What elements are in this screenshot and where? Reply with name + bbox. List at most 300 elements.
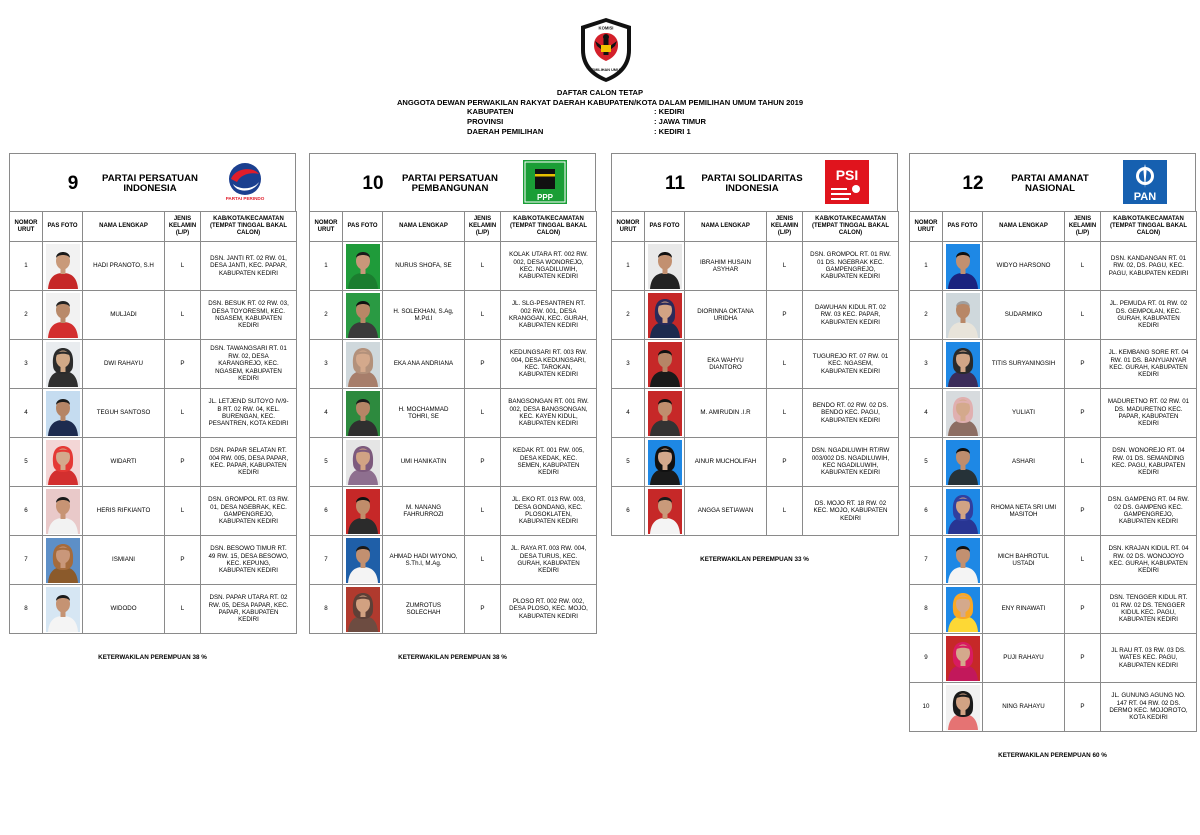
text-line: JL. RAYA RT. 003 RW. 004,	[510, 545, 587, 553]
column-header-address: KAB/KOTA/KECAMATAN (TEMPAT TINGGAL BAKAL CALON)	[803, 212, 899, 242]
text-line: 01, DESA NGEBRAK, KEC.	[210, 503, 287, 511]
candidate-photo-cell	[343, 585, 383, 634]
candidate-gender: P	[465, 438, 501, 487]
text-line: DSN. KRAJAN KIDUL RT. 04	[1108, 545, 1189, 553]
candidate-gender: P	[767, 291, 803, 340]
table-row	[910, 634, 1197, 683]
party-number: 9	[67, 173, 79, 194]
text-line: KEDIRI	[538, 469, 559, 477]
text-line: 004, DESA KEDUNGSARI,	[511, 356, 586, 364]
text-line: KEDIRI	[1138, 371, 1159, 379]
candidate-name	[685, 291, 767, 340]
text-line: BANGSONGAN RT. 001 RW.	[508, 398, 589, 406]
table-header-row	[310, 212, 597, 242]
text-line: M.Pd.I	[414, 315, 433, 322]
candidate-gender: L	[465, 291, 501, 340]
text-line: KABUPATEN KEDIRI	[519, 273, 578, 281]
candidate-number: 4	[612, 389, 645, 438]
text-line: GURAH, KABUPATEN	[517, 560, 580, 567]
candidate-photo-cell	[645, 242, 685, 291]
text-line: KABUPATEN KEDIRI	[821, 273, 880, 281]
candidate-photo-cell	[943, 585, 983, 634]
candidate-name	[383, 291, 465, 340]
text-line: URIDHA	[713, 315, 738, 322]
text-line: PAPAR, KABUPATEN	[1118, 413, 1179, 420]
candidate-name	[83, 487, 165, 536]
candidate-address	[803, 438, 899, 487]
candidate-photo	[946, 244, 980, 289]
candidate-photo	[946, 293, 980, 338]
text-line: DIANTORO	[709, 364, 742, 371]
text-line: PESANTREN, KOTA KEDIRI	[208, 420, 289, 428]
candidate-address	[1101, 389, 1197, 438]
candidate-number: 9	[910, 634, 943, 683]
text-line: TITIS SURYANINGSIH	[991, 360, 1056, 368]
column-header-name: NAMA LENGKAP	[383, 212, 465, 242]
table-row	[10, 438, 297, 487]
text-line: NGASEM, KABUPATEN	[215, 315, 282, 322]
text-line: 147 RT. 04 RW. 02 DS.	[1116, 699, 1181, 707]
text-line: BENDO RT. 02 RW. 02 DS.	[812, 401, 889, 409]
candidate-name	[983, 242, 1065, 291]
text-line: KEDIRI	[1138, 322, 1159, 330]
text-line: PAPAR, KABUPATEN	[218, 609, 279, 616]
text-line: EKA ANA ANDRIANA	[393, 360, 454, 368]
candidate-number: 3	[310, 340, 343, 389]
text-line: KEDIRI	[1138, 469, 1159, 477]
text-line: WIDYO HARSONO	[996, 262, 1051, 270]
table-row	[310, 487, 597, 536]
candidate-photo	[46, 489, 80, 534]
candidate-photo-cell	[645, 438, 685, 487]
candidate-table	[9, 211, 297, 634]
text-line: RW. 02, DESA	[228, 352, 269, 360]
text-line: HERIS RIFKIANTO	[96, 507, 151, 515]
text-line: KABUPATEN KEDIRI	[821, 367, 880, 375]
text-line: GAMPENGREJO,	[825, 266, 876, 273]
text-line: PARTAI AMANAT	[1011, 173, 1089, 184]
candidate-number: 4	[310, 389, 343, 438]
text-line: KEDIRI	[238, 375, 259, 383]
meta-label-provinsi: PROVINSI	[467, 117, 504, 126]
text-line: 002 RW. 001, DESA	[520, 307, 577, 315]
candidate-address	[201, 438, 297, 487]
candidate-photo-cell	[43, 536, 83, 585]
text-line: DSN. TAWANGSARI RT. 01	[210, 345, 287, 353]
table-row	[10, 389, 297, 438]
candidate-address	[501, 536, 597, 585]
candidate-address	[201, 536, 297, 585]
candidate-number: 2	[910, 291, 943, 340]
column-header-name: NAMA LENGKAP	[983, 212, 1065, 242]
candidate-gender: L	[767, 487, 803, 536]
text-line: WIDODO	[110, 605, 137, 613]
text-line: KEDIRI	[238, 322, 259, 330]
text-line: ASYHAR	[712, 266, 739, 273]
text-line: UMI HANIKATIN	[400, 458, 447, 466]
candidate-address	[1101, 683, 1197, 732]
candidate-number: 6	[310, 487, 343, 536]
candidate-address	[1101, 340, 1197, 389]
text-line: DSN. GAMPENG RT. 04 RW.	[1108, 496, 1189, 504]
column-header-photo: PAS FOTO	[43, 212, 83, 242]
candidate-address	[501, 291, 597, 340]
party-number: 11	[664, 173, 686, 194]
candidate-name	[983, 536, 1065, 585]
party-name	[386, 174, 514, 194]
table-row	[10, 536, 297, 585]
candidate-photo-cell	[43, 242, 83, 291]
candidate-number: 8	[310, 585, 343, 634]
candidate-address	[501, 487, 597, 536]
meta-label-dapil: DAERAH PEMILIHAN	[467, 127, 544, 136]
candidate-address	[1101, 438, 1197, 487]
text-line: DESA KEDAK, KEC.	[519, 454, 578, 462]
candidate-photo	[648, 293, 682, 338]
meta-value-kabupaten: : KEDIRI	[654, 107, 685, 116]
text-line: DSN. GROMPOL RT. 01 RW.	[810, 251, 891, 259]
table-row	[612, 242, 899, 291]
text-line: GURAH, KABUPATEN	[1117, 315, 1180, 322]
table-row	[910, 536, 1197, 585]
perindo-logo-text: PARTAI PERINDO	[225, 196, 265, 201]
candidate-number: 1	[612, 242, 645, 291]
text-line: KABUPATEN KEDIRI	[219, 269, 278, 277]
candidate-photo-cell	[943, 487, 983, 536]
table-header-row	[10, 212, 297, 242]
text-line: HADI PRANOTO, S.H	[93, 262, 154, 270]
candidate-photo	[346, 342, 380, 387]
party-card-12	[909, 153, 1196, 759]
candidate-gender: P	[165, 438, 201, 487]
text-line: EKA WAHYU	[707, 356, 744, 364]
candidate-photo-cell	[645, 487, 685, 536]
table-row	[910, 487, 1197, 536]
text-line: AHMAD HADI WIYONO,	[389, 552, 458, 560]
text-line: M. NANANG	[405, 503, 442, 511]
candidate-name	[83, 291, 165, 340]
candidate-address	[803, 487, 899, 536]
candidate-name	[83, 242, 165, 291]
text-line: DS. GEMPOLAN, KEC.	[1116, 307, 1181, 315]
candidate-photo-cell	[343, 242, 383, 291]
text-line: SOLECHAH	[406, 609, 441, 616]
text-line: PLOSO RT. 002 RW. 002,	[512, 597, 585, 605]
candidate-name	[685, 389, 767, 438]
text-line: KABUPATEN KEDIRI	[821, 318, 880, 326]
text-line: INDONESIA	[123, 183, 177, 194]
document-subtitle: ANGGOTA DEWAN PERWAKILAN RAKYAT DAERAH KABUPATEN/KOTA DALAM PEMILIHAN UMUM TAHUN 2019	[396, 98, 804, 107]
women-representation: KETERWAKILAN PEREMPUAN 33 %	[700, 556, 809, 563]
text-line: KEDIRI	[1138, 567, 1159, 575]
candidate-photo	[946, 587, 980, 632]
text-line: H. SOLEKHAN, S.Ag,	[393, 307, 454, 315]
table-row	[910, 340, 1197, 389]
text-line: JL RAU RT. 03 RW. 03 DS.	[1111, 646, 1186, 654]
women-representation: KETERWAKILAN PEREMPUAN 38 %	[98, 654, 207, 661]
kpu-logo	[577, 16, 635, 84]
candidate-photo	[648, 489, 682, 534]
candidate-photo-cell	[943, 536, 983, 585]
text-line: DIORINNA OKTANA	[697, 307, 754, 315]
table-row	[310, 585, 597, 634]
text-line: DSN. NGADILUWIH RT/RW	[811, 447, 890, 455]
candidate-photo	[346, 244, 380, 289]
text-line: KEDIRI	[1138, 420, 1159, 428]
text-line: ENY RINAWATI	[1001, 605, 1046, 613]
candidate-number: 1	[910, 242, 943, 291]
candidate-photo-cell	[943, 242, 983, 291]
candidate-gender: L	[1065, 291, 1101, 340]
text-line: INDONESIA	[725, 183, 779, 194]
text-line: DSN. PAPAR SELATAN RT.	[210, 447, 287, 455]
candidate-address	[201, 487, 297, 536]
text-line: S.Th.I, M.Ag.	[405, 560, 442, 567]
table-row	[612, 438, 899, 487]
candidate-address	[1101, 536, 1197, 585]
candidate-name	[383, 487, 465, 536]
candidate-name	[83, 340, 165, 389]
text-line: TOHRI, SE	[408, 413, 439, 420]
candidate-name	[83, 389, 165, 438]
text-line: DSN. WONOREJO RT. 04	[1112, 447, 1185, 455]
candidate-gender: P	[1065, 487, 1101, 536]
candidate-number: 4	[10, 389, 43, 438]
text-line: KABUPATEN KEDIRI	[519, 518, 578, 526]
text-line: DSN. KANDANGAN RT. 01	[1110, 254, 1187, 262]
text-line: PUJI RAHAYU	[1003, 654, 1044, 662]
candidate-name	[983, 291, 1065, 340]
column-header-name: NAMA LENGKAP	[685, 212, 767, 242]
text-line: WIDARTI	[110, 458, 137, 466]
candidate-name	[983, 487, 1065, 536]
table-row	[10, 242, 297, 291]
candidate-address	[803, 340, 899, 389]
text-line: NURUS SHOFA, SE	[395, 262, 452, 270]
text-line: KEC. GURAH, KABUPATEN	[1109, 364, 1188, 371]
candidate-photo-cell	[43, 487, 83, 536]
candidate-number: 8	[10, 585, 43, 634]
candidate-photo-cell	[645, 291, 685, 340]
svg-text:PEMILIHAN UMUM: PEMILIHAN UMUM	[589, 68, 623, 72]
candidate-photo-cell	[943, 340, 983, 389]
candidate-photo-cell	[343, 291, 383, 340]
text-line: PARTAI PERSATUAN	[102, 173, 198, 184]
text-line: MASITOH	[1009, 511, 1038, 518]
candidate-number: 5	[910, 438, 943, 487]
candidate-name	[983, 634, 1065, 683]
text-line: KRANGGAN, KEC. GURAH,	[508, 315, 589, 322]
candidate-photo-cell	[43, 585, 83, 634]
candidate-gender: P	[1065, 683, 1101, 732]
text-line: KARANGREJO, KEC.	[218, 360, 279, 368]
candidate-photo-cell	[943, 438, 983, 487]
text-line: DAWUHAN KIDUL RT. 02	[815, 303, 886, 311]
ppp-logo-text: PPP	[536, 193, 554, 202]
column-header-no: NOMOR URUT	[10, 212, 43, 242]
text-line: KABUPATEN KEDIRI	[1119, 518, 1178, 526]
table-row	[910, 242, 1197, 291]
text-line: KEC. NGADILUWIH,	[519, 266, 578, 273]
text-line: DSN. PAPAR UTARA RT. 02	[209, 594, 288, 602]
candidate-photo	[46, 293, 80, 338]
table-row	[310, 340, 597, 389]
text-line: KABUPATEN KEDIRI	[519, 322, 578, 330]
candidate-photo	[648, 391, 682, 436]
text-line: DWI RAHAYU	[103, 360, 144, 368]
candidate-gender: L	[465, 242, 501, 291]
candidate-name	[983, 340, 1065, 389]
candidate-address	[201, 340, 297, 389]
text-line: DESA TOYORESMI, KEC.	[211, 307, 285, 315]
party-name	[688, 174, 816, 194]
candidate-gender: L	[465, 536, 501, 585]
party-card-11	[611, 153, 898, 563]
text-line: 003/002 DS. NGADILUWIH,	[811, 454, 890, 462]
candidate-name	[383, 536, 465, 585]
text-line: WATES KEC. PAGU,	[1119, 654, 1178, 662]
candidate-number: 5	[310, 438, 343, 487]
text-line: ANGGA SETIAWAN	[697, 507, 754, 515]
candidate-photo-cell	[43, 340, 83, 389]
candidate-name	[685, 438, 767, 487]
text-line: JL. PEMUDA RT. 01 RW. 02	[1109, 300, 1188, 308]
candidate-number: 6	[10, 487, 43, 536]
column-header-address: KAB/KOTA/KECAMATAN (TEMPAT TINGGAL BAKAL CALON)	[201, 212, 297, 242]
text-line: TEGUH SANTOSO	[96, 409, 151, 417]
candidate-photo-cell	[343, 389, 383, 438]
candidate-name	[383, 340, 465, 389]
candidate-address	[201, 389, 297, 438]
text-line: PARTAI SOLIDARITAS	[701, 173, 803, 184]
candidate-photo-cell	[43, 438, 83, 487]
perindo-logo	[223, 160, 267, 204]
candidate-address	[501, 242, 597, 291]
text-line: JL. EKO RT. 013 RW. 003,	[511, 496, 586, 504]
text-line: BURENGAN, KEC.	[222, 413, 275, 420]
table-row	[612, 340, 899, 389]
meta-value-dapil: : KEDIRI 1	[654, 127, 691, 136]
women-representation: KETERWAKILAN PEREMPUAN 38 %	[398, 654, 507, 661]
text-line: KABUPATEN KEDIRI	[1119, 616, 1178, 624]
candidate-photo-cell	[943, 683, 983, 732]
table-row	[10, 585, 297, 634]
candidate-number: 3	[910, 340, 943, 389]
candidate-photo	[946, 391, 980, 436]
text-line: USTADI	[1012, 560, 1035, 567]
candidate-photo-cell	[43, 389, 83, 438]
text-line: KEC. PAPAR, KABUPATEN	[210, 462, 287, 469]
column-header-no: NOMOR URUT	[910, 212, 943, 242]
text-line: 01 DS. NGEBRAK KEC.	[816, 258, 885, 266]
text-line: DESA PLOSO, KEC. MOJO,	[509, 605, 588, 613]
candidate-name	[383, 389, 465, 438]
table-row	[910, 389, 1197, 438]
text-line: KEC. KEPUNG,	[226, 560, 271, 567]
text-line: FAHRURROZI	[403, 511, 444, 518]
pan-logo-text: PAN	[1133, 191, 1157, 203]
candidate-number: 6	[910, 487, 943, 536]
candidate-number: 2	[612, 291, 645, 340]
text-line: DERMO KEC. MOJOROTO,	[1109, 707, 1188, 714]
meta-value-provinsi: : JAWA TIMUR	[654, 117, 707, 126]
candidate-name	[383, 585, 465, 634]
psi-logo-text: PSI	[835, 167, 859, 183]
candidate-number: 1	[10, 242, 43, 291]
table-row	[310, 536, 597, 585]
party-header	[309, 153, 596, 211]
candidate-address	[1101, 291, 1197, 340]
ppp-logo	[523, 160, 567, 204]
candidate-address	[201, 242, 297, 291]
candidate-address	[1101, 585, 1197, 634]
candidate-address	[803, 389, 899, 438]
text-line: KIDUL KEC. PAGU,	[1121, 609, 1176, 616]
candidate-gender: L	[767, 242, 803, 291]
text-line: KABUPATEN KEDIRI	[821, 469, 880, 477]
party-card-9	[9, 153, 296, 661]
candidate-photo	[648, 342, 682, 387]
candidate-gender: P	[1065, 634, 1101, 683]
candidate-gender: L	[465, 487, 501, 536]
table-row	[612, 389, 899, 438]
candidate-photo-cell	[343, 536, 383, 585]
candidate-gender: L	[1065, 438, 1101, 487]
candidate-gender: L	[1065, 536, 1101, 585]
table-header-row	[612, 212, 899, 242]
text-line: KEC. KAYEN KIDUL,	[519, 413, 578, 420]
candidate-name	[383, 438, 465, 487]
text-line: KOTA KEDIRI	[1129, 714, 1168, 722]
candidate-photo-cell	[343, 438, 383, 487]
text-line: DESA JANTI, KEC. PAPAR,	[210, 262, 287, 270]
candidate-photo	[346, 293, 380, 338]
candidate-address	[1101, 487, 1197, 536]
text-line: 002, DESA BANGSONGAN,	[509, 405, 588, 413]
text-line: PAGU, KABUPATEN KEDIRI	[1108, 269, 1189, 277]
candidate-name	[83, 536, 165, 585]
candidate-number: 8	[910, 585, 943, 634]
candidate-name	[983, 585, 1065, 634]
candidate-photo	[648, 440, 682, 485]
candidate-number: 7	[910, 536, 943, 585]
text-line: KEDIRI	[238, 616, 259, 624]
party-number: 12	[962, 173, 984, 194]
text-line: ISMIANI	[111, 556, 136, 564]
candidate-name	[685, 340, 767, 389]
text-line: KABUPATEN KEDIRI	[821, 416, 880, 424]
text-line: SUDARMIKO	[1004, 311, 1043, 319]
candidate-number: 10	[910, 683, 943, 732]
text-line: KEC. GURAH, KABUPATEN	[1109, 560, 1188, 567]
text-line: DS. MADURETNO KEC.	[1114, 405, 1183, 413]
text-line: RW. 03 KEC. PAPAR,	[820, 311, 881, 319]
candidate-table	[309, 211, 597, 634]
candidate-number: 7	[310, 536, 343, 585]
document-title: DAFTAR CALON TETAP	[556, 88, 644, 97]
candidate-address	[201, 291, 297, 340]
text-line: RW. 01 DS. SEMANDING	[1112, 454, 1185, 462]
text-line: DSN. TENGGER KIDUL RT.	[1109, 594, 1188, 602]
text-line: KEDIRI	[538, 567, 559, 575]
candidate-photo	[46, 244, 80, 289]
candidate-address	[501, 438, 597, 487]
candidate-name	[983, 389, 1065, 438]
candidate-name	[983, 438, 1065, 487]
table-row	[310, 438, 597, 487]
text-line: M. AMIRUDIN .I.R	[700, 409, 751, 417]
text-line: KEDUNGSARI RT. 003 RW.	[509, 349, 588, 357]
